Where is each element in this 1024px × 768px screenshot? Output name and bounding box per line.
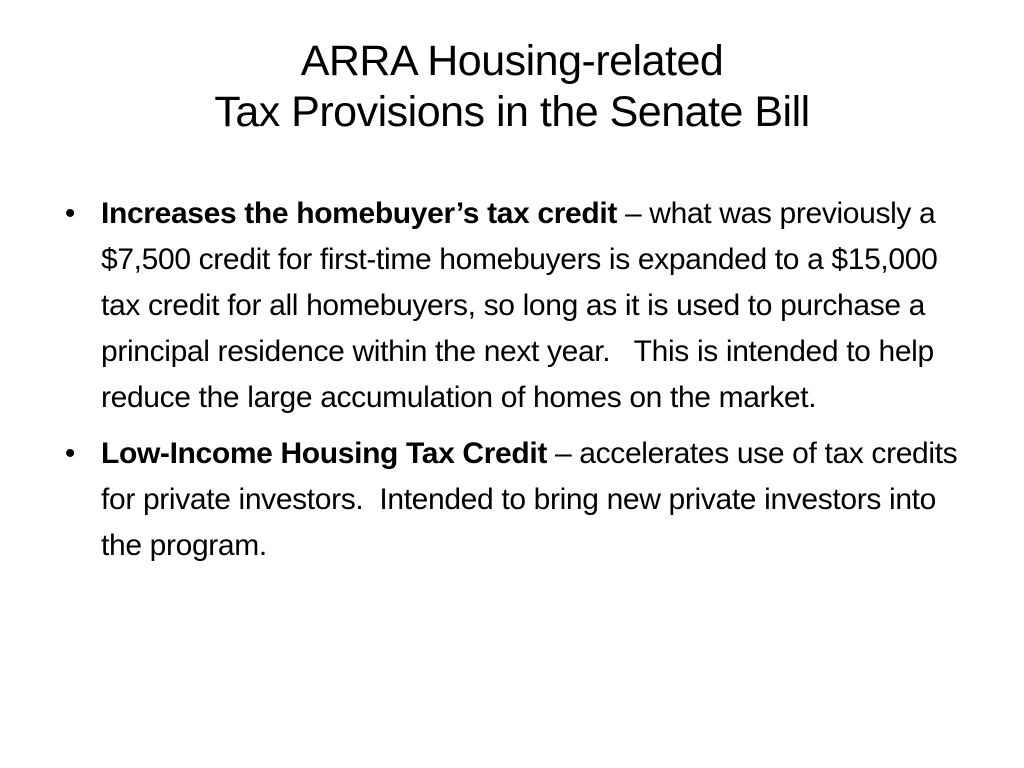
title-line-2: Tax Provisions in the Senate Bill (214, 88, 810, 136)
bullet-heading: Increases the homebuyer’s tax credit (101, 197, 617, 230)
bullet-text: – accelerates use of tax credits for private investors. Intended to bring new private investors into the program. (101, 437, 966, 562)
bullet-marker-icon: • (64, 197, 76, 230)
bullet-heading: Low-Income Housing Tax Credit (101, 437, 547, 470)
slide-title (0, 36, 1024, 138)
bullet-item-homebuyer-credit (60, 191, 965, 421)
bullet-marker-icon: • (64, 437, 76, 470)
bullet-item-low-income-credit (60, 431, 965, 569)
bullet-text: – what was previously a $7,500 credit for first-time homebuyers is expanded to a $15,000 tax credit for all homebuyers, so long as it is used to purchase a principal residence within the next year. This is intended to help reduce the large accumulation of homes on the market. (101, 197, 946, 414)
bullet-list (60, 191, 965, 579)
title-line-1: ARRA Housing-related (300, 37, 724, 85)
